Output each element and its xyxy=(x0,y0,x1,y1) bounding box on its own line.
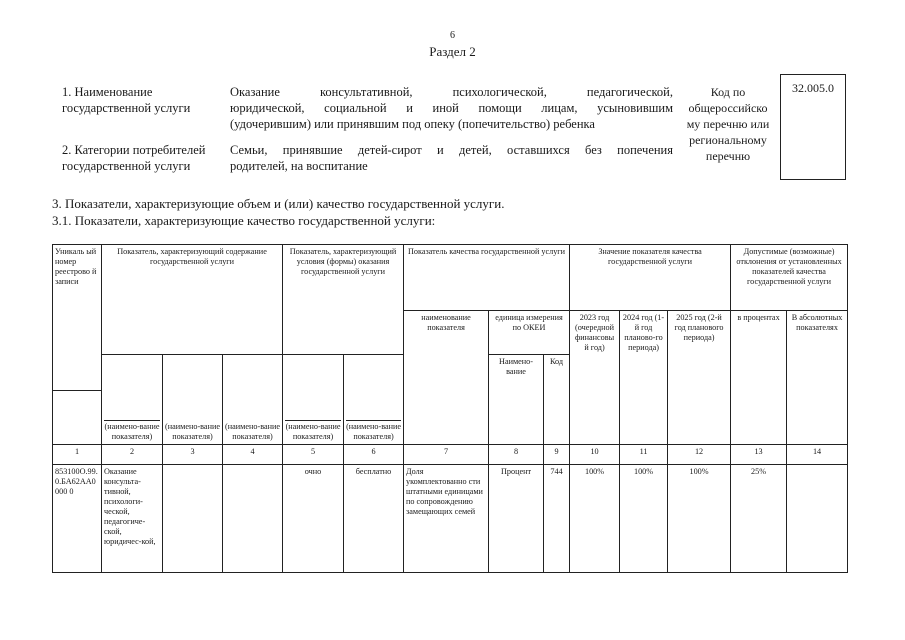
consumer-category-line: родителей, на воспитание xyxy=(230,159,368,173)
consumer-category-label-line: 2. Категории потребителей xyxy=(62,143,206,157)
content-cell-3 xyxy=(223,465,283,573)
page-number: 6 xyxy=(450,30,455,41)
col-number: 7 xyxy=(404,445,489,465)
registry-code-label xyxy=(676,84,780,164)
col-number: 12 xyxy=(668,445,731,465)
header-unique-spacer xyxy=(53,391,102,445)
service-name-label xyxy=(62,84,227,116)
year-2023-cell: 100% xyxy=(570,465,620,573)
unit-code-cell: 744 xyxy=(544,465,570,573)
quality-indicators-heading: 3.1. Показатели, характеризующие качество государственной услуги: xyxy=(52,213,436,228)
table-row xyxy=(53,465,848,573)
header-year-2023: 2023 год (очередной финансовы й год) xyxy=(570,311,620,445)
indicator-name-cell: Доля укомплектованно сти штатными единицами по сопровождению замещающих семей xyxy=(404,465,489,573)
header-year-2024: 2024 год (1-й год планово-го периода) xyxy=(620,311,668,445)
header-content-indicator: Показатель, характеризующий содержание государственной услуги xyxy=(102,245,283,355)
quality-indicators-table xyxy=(52,244,848,573)
code-label-line: му перечню или xyxy=(686,117,770,131)
form-cell: очно xyxy=(283,465,344,573)
col-number: 6 xyxy=(344,445,404,465)
indicators-heading: 3. Показатели, характеризующие объем и (или) качество государственной услуги. xyxy=(52,196,505,211)
column-number-row xyxy=(53,445,848,465)
col-number: 1 xyxy=(53,445,102,465)
unit-name-cell: Процент xyxy=(489,465,544,573)
conditions-sub-1 xyxy=(283,355,344,445)
code-label-line: общероссийско xyxy=(688,101,768,115)
registry-code-box: 32.005.0 xyxy=(780,74,846,180)
service-name-label-line: государственной услуги xyxy=(62,101,191,115)
consumer-category-value xyxy=(230,142,673,174)
header-year-2025: 2025 год (2-й год планового периода) xyxy=(668,311,731,445)
header-unit-code: Код xyxy=(544,355,570,445)
payment-cell: бесплатно xyxy=(344,465,404,573)
content-cell: Оказание консульта-тивной, психологи-ческой, педагогиче-ской, юридичес-кой, xyxy=(102,465,163,573)
service-name-label-line: 1. Наименование xyxy=(62,85,153,99)
header-quality-value: Значение показателя качества государственной услуги xyxy=(570,245,731,311)
year-2024-cell: 100% xyxy=(620,465,668,573)
consumer-category-line: Семьи, принявшие детей-сирот и детей, оставшихся без попечения xyxy=(230,143,673,157)
content-sub-2 xyxy=(163,355,223,445)
header-conditions-indicator: Показатель, характеризующий условия (формы) оказания государственной услуги xyxy=(283,245,404,355)
col-number: 11 xyxy=(620,445,668,465)
consumer-category-label-line: государственной услуги xyxy=(62,159,191,173)
conditions-sub-2-text: (наимено-вание показателя) xyxy=(346,422,401,441)
service-name-line: Оказание консультативной, психологической, педагогической, xyxy=(230,85,673,99)
section-title: Раздел 2 xyxy=(429,44,476,59)
col-number: 2 xyxy=(102,445,163,465)
content-sub-3 xyxy=(223,355,283,445)
col-number: 5 xyxy=(283,445,344,465)
header-unit: единица измерения по ОКЕИ xyxy=(489,311,570,355)
consumer-category-label xyxy=(62,142,227,174)
content-sub-3-text: (наимено-вание показателя) xyxy=(225,422,280,441)
conditions-sub-2 xyxy=(344,355,404,445)
header-deviation: Допустимые (возможные) отклонения от установленных показателей качества государственной услуги xyxy=(731,245,848,311)
header-indicator-name: наименование показателя xyxy=(404,311,489,445)
content-cell-2 xyxy=(163,465,223,573)
content-sub-1-text: (наимено-вание показателя) xyxy=(104,422,160,441)
header-deviation-absolute: В абсолютных показателях xyxy=(787,311,848,445)
year-2025-cell: 100% xyxy=(668,465,731,573)
col-number: 4 xyxy=(223,445,283,465)
conditions-sub-1-text: (наимено-вание показателя) xyxy=(285,422,341,441)
service-name-line: (удочерившим) или принявшим под опеку (попечительство) ребенка xyxy=(230,117,595,131)
header-unique-number: Уникаль ый номер реестрово й записи xyxy=(53,245,102,391)
content-sub-1 xyxy=(102,355,163,445)
service-name-value xyxy=(230,84,673,132)
deviation-percent-cell: 25% xyxy=(731,465,787,573)
header-deviation-percent: в процентах xyxy=(731,311,787,445)
code-label-line: Код по xyxy=(710,85,746,99)
col-number: 3 xyxy=(163,445,223,465)
service-name-line: юридической, социальной и иной помощи лицам, усыновившим xyxy=(230,101,673,115)
registry-number-cell: 853100О.99.0.БА62АА0000 0 xyxy=(53,465,102,573)
col-number: 9 xyxy=(544,445,570,465)
col-number: 10 xyxy=(570,445,620,465)
col-number: 8 xyxy=(489,445,544,465)
col-number: 14 xyxy=(787,445,848,465)
col-number: 13 xyxy=(731,445,787,465)
code-label-line: перечню xyxy=(705,149,751,163)
deviation-absolute-cell xyxy=(787,465,848,573)
code-label-line: региональному xyxy=(689,133,767,147)
header-quality-indicator: Показатель качества государственной услуги xyxy=(404,245,570,311)
header-unit-name: Наимено-вание xyxy=(489,355,544,445)
content-sub-2-text: (наимено-вание показателя) xyxy=(165,422,220,441)
